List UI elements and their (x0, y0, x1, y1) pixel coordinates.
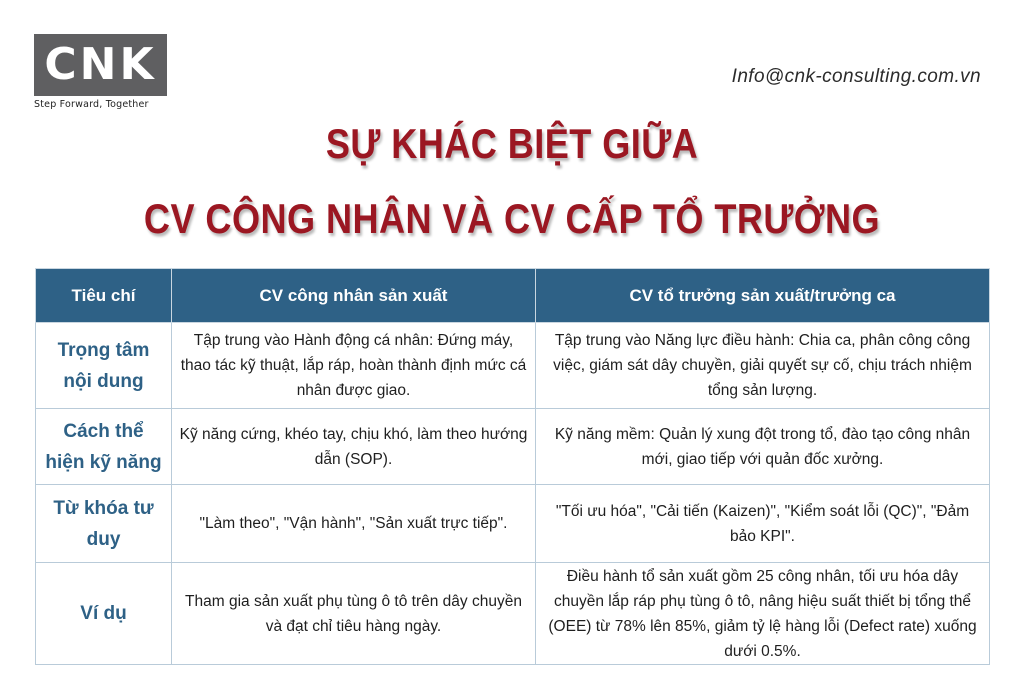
row-criterion: Cách thể hiện kỹ năng (36, 409, 172, 485)
row-criterion: Từ khóa tư duy (36, 485, 172, 563)
table-row (36, 485, 990, 563)
table-row (36, 323, 990, 409)
logo-wordmark: CNK (34, 34, 167, 96)
worker-cell: "Làm theo", "Vận hành", "Sản xuất trực tiếp". (172, 485, 536, 563)
worker-cell: Tham gia sản xuất phụ tùng ô tô trên dây chuyền và đạt chỉ tiêu hàng ngày. (172, 563, 536, 665)
header-leader-cv: CV tổ trưởng sản xuất/trưởng ca (536, 269, 990, 323)
logo-tagline: Step Forward, Together (34, 99, 149, 110)
worker-cell: Kỹ năng cứng, khéo tay, chịu khó, làm theo hướng dẫn (SOP). (172, 409, 536, 485)
comparison-table (35, 268, 990, 665)
leader-cell: Tập trung vào Năng lực điều hành: Chia ca, phân công công việc, giám sát dây chuyền, giải quyết sự cố, chịu trách nhiệm tổng sản lượng. (536, 323, 990, 409)
page-title-line-1: SỰ KHÁC BIỆT GIỮA (325, 120, 699, 167)
row-criterion: Trọng tâm nội dung (36, 323, 172, 409)
table-header-row (36, 269, 990, 323)
table-row (36, 563, 990, 665)
table-row (36, 409, 990, 485)
header-worker-cv: CV công nhân sản xuất (172, 269, 536, 323)
worker-cell: Tập trung vào Hành động cá nhân: Đứng máy, thao tác kỹ thuật, lắp ráp, hoàn thành định mức cá nhân được giao. (172, 323, 536, 409)
leader-cell: Điều hành tổ sản xuất gồm 25 công nhân, tối ưu hóa dây chuyền lắp ráp phụ tùng ô tô, nâng hiệu suất thiết bị tổng thể (OEE) từ 78% lên 85%, giảm tỷ lệ hàng lỗi (Defect rate) xuống dưới 0.5%. (536, 563, 990, 665)
leader-cell: Kỹ năng mềm: Quản lý xung đột trong tổ, đào tạo công nhân mới, giao tiếp với quản đốc xưởng. (536, 409, 990, 485)
leader-cell: "Tối ưu hóa", "Cải tiến (Kaizen)", "Kiểm soát lỗi (QC)", "Đảm bảo KPI". (536, 485, 990, 563)
header-criteria: Tiêu chí (36, 269, 172, 323)
page-title-line-2: CV CÔNG NHÂN VÀ CV CẤP TỔ TRƯỞNG (143, 195, 881, 242)
brand-logo (34, 34, 168, 110)
contact-email: Info@cnk-consulting.com.vn (731, 66, 981, 87)
row-criterion: Ví dụ (36, 563, 172, 665)
